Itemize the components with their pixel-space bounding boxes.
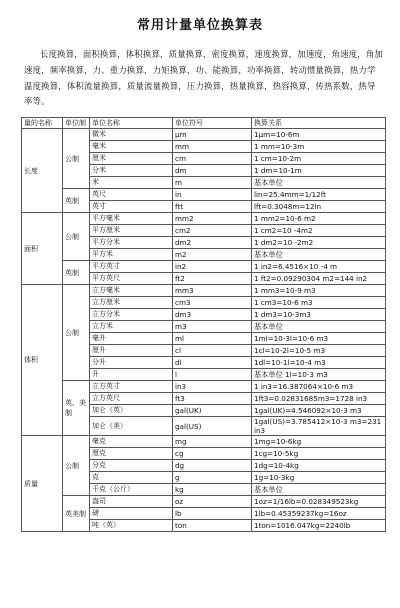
conversion-cell: 基本单位 xyxy=(252,484,386,496)
quantity-cell: 质量 xyxy=(22,436,63,532)
system-cell: 公制 xyxy=(63,129,90,189)
table-row xyxy=(22,261,386,273)
unit-symbol-cell: mm3 xyxy=(173,285,252,297)
system-cell: 英制 xyxy=(63,261,90,285)
unit-symbol-cell: gal(US) xyxy=(173,417,252,436)
unit-name-cell: 立方分米 xyxy=(90,309,173,321)
unit-name-cell: 分米 xyxy=(90,165,173,177)
unit-name-cell: 平方分米 xyxy=(90,237,173,249)
conversion-cell: 1cg=10-5kg xyxy=(252,448,386,460)
unit-name-cell: 厘克 xyxy=(90,448,173,460)
unit-name-cell: 立方英尺 xyxy=(90,393,173,405)
conversion-cell: 1g=10-3kg xyxy=(252,472,386,484)
unit-name-cell: 毫克 xyxy=(90,436,173,448)
conversion-cell: 1 mm2=10-6 m2 xyxy=(252,213,386,225)
unit-name-cell: 加仑（英） xyxy=(90,405,173,417)
unit-symbol-cell: m2 xyxy=(173,249,252,261)
unit-name-cell: 盎司 xyxy=(90,496,173,508)
system-cell: 英美制 xyxy=(63,496,90,532)
conversion-cell: 1mg=10-6kg xyxy=(252,436,386,448)
conversion-cell: lft=0.3048m=12in xyxy=(252,201,386,213)
unit-name-cell: 分克 xyxy=(90,460,173,472)
table-row xyxy=(22,436,386,448)
unit-symbol-cell: gal(UK) xyxy=(173,405,252,417)
unit-name-cell: 毫米 xyxy=(90,141,173,153)
quantity-cell: 体积 xyxy=(22,285,63,436)
system-cell: 公制 xyxy=(63,285,90,381)
unit-name-cell: 平方米 xyxy=(90,249,173,261)
table-body xyxy=(22,129,386,532)
unit-name-cell: 平方毫米 xyxy=(90,213,173,225)
unit-symbol-cell: cm2 xyxy=(173,225,252,237)
conversion-cell: 1 in2=6.4516×10 -4 m xyxy=(252,261,386,273)
header-system: 单位制 xyxy=(63,118,90,129)
unit-symbol-cell: g xyxy=(173,472,252,484)
conversion-cell: 1 dm3=10-3m3 xyxy=(252,309,386,321)
unit-name-cell: 立方厘米 xyxy=(90,297,173,309)
conversion-cell: 1gal(UK)=4.546092×10-3 m3 xyxy=(252,405,386,417)
conversion-cell: 1 mm=10-3m xyxy=(252,141,386,153)
conversion-cell: lin=25.4mm=1/12ft xyxy=(252,189,386,201)
page-title: 常用计量单位换算表 xyxy=(136,18,263,33)
unit-symbol-cell: ml xyxy=(173,333,252,345)
unit-name-cell: 磅 xyxy=(90,508,173,520)
conversion-cell: 1cl=10-2l=10-5 m3 xyxy=(252,345,386,357)
unit-name-cell: 英寸 xyxy=(90,201,173,213)
unit-conversion-table xyxy=(21,117,386,532)
unit-symbol-cell: kg xyxy=(173,484,252,496)
unit-symbol-cell: lb xyxy=(173,508,252,520)
quantity-cell: 面积 xyxy=(22,213,63,285)
unit-symbol-cell: mm xyxy=(173,141,252,153)
unit-name-cell: 平方英寸 xyxy=(90,261,173,273)
unit-symbol-cell: m xyxy=(173,177,252,189)
system-cell: 公制 xyxy=(63,213,90,261)
table-row xyxy=(22,213,386,225)
table-row xyxy=(22,496,386,508)
conversion-cell: 1 cm=10-2m xyxy=(252,153,386,165)
unit-name-cell: 平方英尺 xyxy=(90,273,173,285)
unit-symbol-cell: cg xyxy=(173,448,252,460)
unit-symbol-cell: ton xyxy=(173,520,252,532)
conversion-cell: 1ft3=0.02831685m3=1728 in3 xyxy=(252,393,386,405)
unit-name-cell: 微米 xyxy=(90,129,173,141)
unit-symbol-cell: oz xyxy=(173,496,252,508)
unit-name-cell: 平方厘米 xyxy=(90,225,173,237)
unit-symbol-cell: μm xyxy=(173,129,252,141)
unit-symbol-cell: dm2 xyxy=(173,237,252,249)
unit-symbol-cell: ft3 xyxy=(173,393,252,405)
unit-name-cell: 厘米 xyxy=(90,153,173,165)
conversion-cell: 基本单位 1l=10-3 m3 xyxy=(252,369,386,381)
table-row xyxy=(22,189,386,201)
unit-symbol-cell: cm3 xyxy=(173,297,252,309)
unit-symbol-cell: dl xyxy=(173,357,252,369)
unit-name-cell: 毫升 xyxy=(90,333,173,345)
conversion-cell: 1ton=1016.047kg=2240lb xyxy=(252,520,386,532)
unit-symbol-cell: ftt xyxy=(173,201,252,213)
unit-name-cell: 升 xyxy=(90,369,173,381)
header-conversion: 换算关系 xyxy=(252,118,386,129)
conversion-cell: 1lb=0.45359237kg=16oz xyxy=(252,508,386,520)
unit-symbol-cell: in xyxy=(173,189,252,201)
unit-name-cell: 立方米 xyxy=(90,321,173,333)
unit-name-cell: 英尺 xyxy=(90,189,173,201)
unit-name-cell: 立方毫米 xyxy=(90,285,173,297)
unit-name-cell: 千克（公斤） xyxy=(90,484,173,496)
conversion-cell: 1dl=10-1l=10-4 m3 xyxy=(252,357,386,369)
conversion-cell: 1 cm2=10 -4m2 xyxy=(252,225,386,237)
unit-name-cell: 厘升 xyxy=(90,345,173,357)
conversion-cell: 1dg=10-4kg xyxy=(252,460,386,472)
conversion-cell: 1 cm3=10-6 m3 xyxy=(252,297,386,309)
quantity-cell: 长度 xyxy=(22,129,63,213)
conversion-cell: 1 dm=10-1m xyxy=(252,165,386,177)
conversion-cell: 1ml=10-3l=10-6 m3 xyxy=(252,333,386,345)
unit-name-cell: 米 xyxy=(90,177,173,189)
header-unit-name: 单位名称 xyxy=(90,118,173,129)
unit-symbol-cell: l xyxy=(173,369,252,381)
table-row xyxy=(22,381,386,393)
system-cell: 英、美制 xyxy=(63,381,90,436)
table-header-row xyxy=(22,118,386,129)
unit-symbol-cell: m3 xyxy=(173,321,252,333)
table-row xyxy=(22,129,386,141)
unit-name-cell: 分升 xyxy=(90,357,173,369)
header-unit-symbol: 单位符号 xyxy=(173,118,252,129)
table-row xyxy=(22,285,386,297)
unit-symbol-cell: mg xyxy=(173,436,252,448)
unit-symbol-cell: in3 xyxy=(173,381,252,393)
unit-symbol-cell: dg xyxy=(173,460,252,472)
unit-symbol-cell: dm3 xyxy=(173,309,252,321)
conversion-cell: 1 dm2=10 -2m2 xyxy=(252,237,386,249)
conversion-cell: 1 mm3=10-9 m3 xyxy=(252,285,386,297)
conversion-cell: 1 ft2=0.09290304 m2=144 in2 xyxy=(252,273,386,285)
system-cell: 公制 xyxy=(63,436,90,496)
conversion-cell: 1gal(US)=3.785412×10-3 m3=231 in3 xyxy=(252,417,386,436)
unit-name-cell: 克 xyxy=(90,472,173,484)
intro-paragraph: 长度换算，面积换算，体积换算，质量换算，密度换算，速度换算，加速度，角速度，角加速度，频率换算，力、重力换算，力矩换算，功、能换算，功率换算，转动惯量换算，热力学温度换算，体积流量换算，质量流量换算，压力换算，热量换算，热容换算，传热系数，热导率等。 xyxy=(24,49,383,107)
conversion-cell: 1oz=1/16lb=0.028349523kg xyxy=(252,496,386,508)
unit-symbol-cell: mm2 xyxy=(173,213,252,225)
unit-name-cell: 立方英寸 xyxy=(90,381,173,393)
unit-symbol-cell: in2 xyxy=(173,261,252,273)
conversion-cell: 基本单位 xyxy=(252,321,386,333)
unit-symbol-cell: ft2 xyxy=(173,273,252,285)
conversion-cell: 基本单位 xyxy=(252,249,386,261)
unit-name-cell: 加仑（美） xyxy=(90,417,173,436)
system-cell: 英制 xyxy=(63,189,90,213)
unit-symbol-cell: dm xyxy=(173,165,252,177)
header-quantity: 量的名称 xyxy=(22,118,63,129)
conversion-cell: 基本单位 xyxy=(252,177,386,189)
unit-name-cell: 吨（英） xyxy=(90,520,173,532)
conversion-cell: 1μm=10-6m xyxy=(252,129,386,141)
unit-symbol-cell: cm xyxy=(173,153,252,165)
conversion-cell: 1 in3=16.387064×10-6 m3 xyxy=(252,381,386,393)
unit-symbol-cell: cl xyxy=(173,345,252,357)
